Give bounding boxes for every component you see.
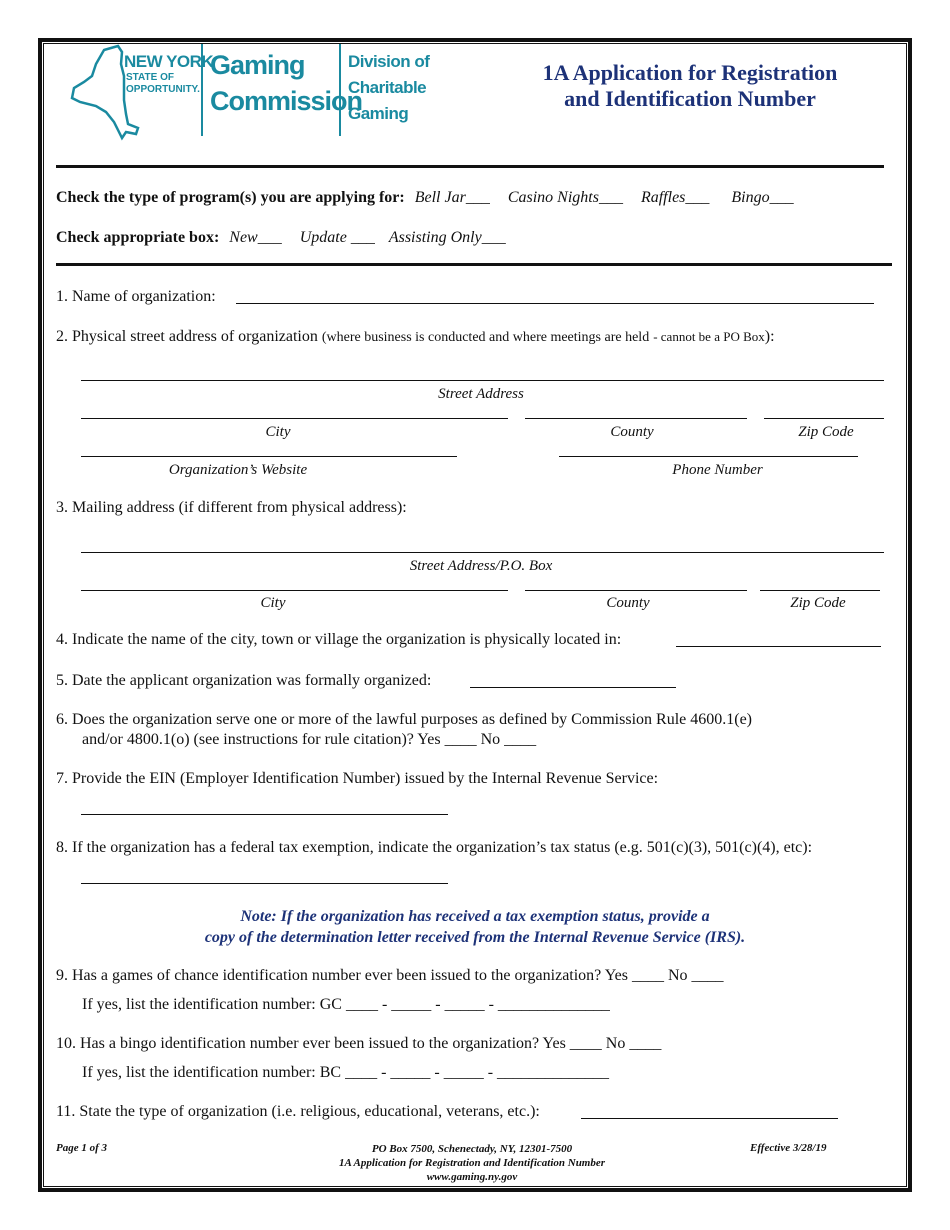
website-field[interactable] [81, 456, 457, 457]
form-title [500, 60, 880, 112]
mailing-county-caption: County [606, 595, 650, 611]
physical-zip-field[interactable] [764, 418, 884, 419]
tax-exemption-note [120, 906, 830, 948]
q6-line2: and/or 4800.1(o) (see instructions for rule citation)? Yes ____ No ____ [82, 731, 537, 748]
website-caption: Organization’s Website [168, 462, 308, 478]
form-title-line1: 1A Application for Registration [542, 60, 838, 85]
q2-main: 2. Physical street address of organization [56, 328, 318, 345]
logo-division-line3: Gaming [348, 104, 409, 123]
mailing-city-caption: City [260, 595, 286, 611]
footer-center [250, 1142, 694, 1184]
q2-end: ): [764, 328, 775, 345]
page-border-inner [43, 43, 907, 1187]
mailing-street-caption: Street Address/P.O. Box [409, 558, 553, 574]
logo-division-line2: Charitable [348, 78, 427, 97]
logo-ny-line2: STATE OF [126, 72, 174, 83]
box-type-label: Check appropriate box: [56, 229, 220, 246]
q10-label: 10. Has a bingo identification number ever been issued to the organization? Yes ____ No ____ [56, 1035, 662, 1052]
footer-form-name: 1A Application for Registration and Identification Number [338, 1157, 606, 1169]
program-type-label: Check the type of program(s) you are applying for: [56, 189, 405, 206]
section-divider [56, 263, 892, 266]
phone-caption: Phone Number [672, 462, 763, 478]
footer-page-number: Page 1 of 3 [56, 1142, 108, 1154]
note-line1: Note: If the organization has received a tax exemption status, provide a [240, 908, 710, 925]
tax-status-field[interactable] [81, 883, 448, 884]
phone-field[interactable] [559, 456, 858, 457]
organization-type-field[interactable] [581, 1118, 838, 1119]
footer-effective-date: Effective 3/28/19 [750, 1142, 827, 1154]
ein-field[interactable] [81, 814, 448, 815]
option-update[interactable]: Update ___ [299, 229, 375, 246]
q2-note: (where business is conducted and where meetings are held [321, 330, 650, 345]
physical-city-caption: City [265, 424, 291, 440]
q11-label: 11. State the type of organization (i.e. religious, educational, veterans, etc.): [56, 1103, 540, 1120]
option-new[interactable]: New___ [229, 229, 282, 246]
logo-ny-line1: NEW YORK [124, 52, 214, 71]
option-assisting-only[interactable]: Assisting Only___ [388, 229, 506, 246]
program-type-row [56, 189, 794, 207]
physical-city-field[interactable] [81, 418, 508, 419]
note-line2: copy of the determination letter received from the Internal Revenue Service (IRS). [204, 929, 746, 946]
nys-gaming-commission-logo [66, 42, 430, 142]
physical-county-field[interactable] [525, 418, 747, 419]
logo-agency-line2: Commission [210, 86, 363, 116]
option-casino-nights[interactable]: Casino Nights___ [507, 189, 623, 206]
q9-label: 9. Has a games of chance identification number ever been issued to the organization? Yes ____ No ____ [56, 967, 724, 984]
mailing-county-field[interactable] [525, 590, 747, 591]
q7-label: 7. Provide the EIN (Employer Identification Number) issued by the Internal Revenue Service: [56, 770, 659, 787]
physical-street-field[interactable] [81, 380, 884, 381]
logo-division-line1: Division of [348, 52, 430, 71]
logo-agency-line1: Gaming [210, 50, 305, 80]
q5-label: 5. Date the applicant organization was formally organized: [56, 672, 432, 689]
logo-ny-line3: OPPORTUNITY. [126, 84, 200, 95]
physical-street-caption: Street Address [438, 386, 524, 402]
q3-label: 3. Mailing address (if different from physical address): [56, 499, 407, 516]
option-bingo[interactable]: Bingo___ [731, 189, 794, 206]
form-title-line2: and Identification Number [564, 86, 816, 111]
physical-zip-caption: Zip Code [798, 424, 854, 440]
mailing-zip-caption: Zip Code [790, 595, 846, 611]
physical-county-caption: County [610, 424, 654, 440]
box-type-row [56, 229, 506, 247]
footer-website[interactable]: www.gaming.ny.gov [426, 1171, 518, 1183]
footer-address: PO Box 7500, Schenectady, NY, 12301-7500 [371, 1143, 573, 1155]
q1-label: 1. Name of organization: [56, 288, 216, 305]
q10-id-field[interactable]: If yes, list the identification number: BC ____ - _____ - _____ - ______________ [82, 1064, 610, 1081]
organization-name-field[interactable] [236, 303, 874, 304]
q2-label [56, 328, 775, 346]
date-organized-field[interactable] [470, 687, 676, 688]
mailing-zip-field[interactable] [760, 590, 880, 591]
option-bell-jar[interactable]: Bell Jar___ [414, 189, 490, 206]
q2-note2: - cannot be a PO Box [653, 329, 765, 344]
q8-label: 8. If the organization has a federal tax exemption, indicate the organization’s tax status (e.g. 501(c)(3), 501(c)(4), etc): [56, 839, 813, 856]
q9-id-field[interactable]: If yes, list the identification number: GC ____ - _____ - _____ - ______________ [82, 996, 610, 1013]
option-raffles[interactable]: Raffles___ [640, 189, 710, 206]
mailing-city-field[interactable] [81, 590, 508, 591]
header-divider [56, 165, 884, 168]
q4-label: 4. Indicate the name of the city, town or village the organization is physically located in: [56, 631, 622, 648]
q6-line1: 6. Does the organization serve one or more of the lawful purposes as defined by Commission Rule 4600.1(e) [56, 711, 752, 728]
mailing-street-field[interactable] [81, 552, 884, 553]
physical-location-field[interactable] [676, 646, 881, 647]
